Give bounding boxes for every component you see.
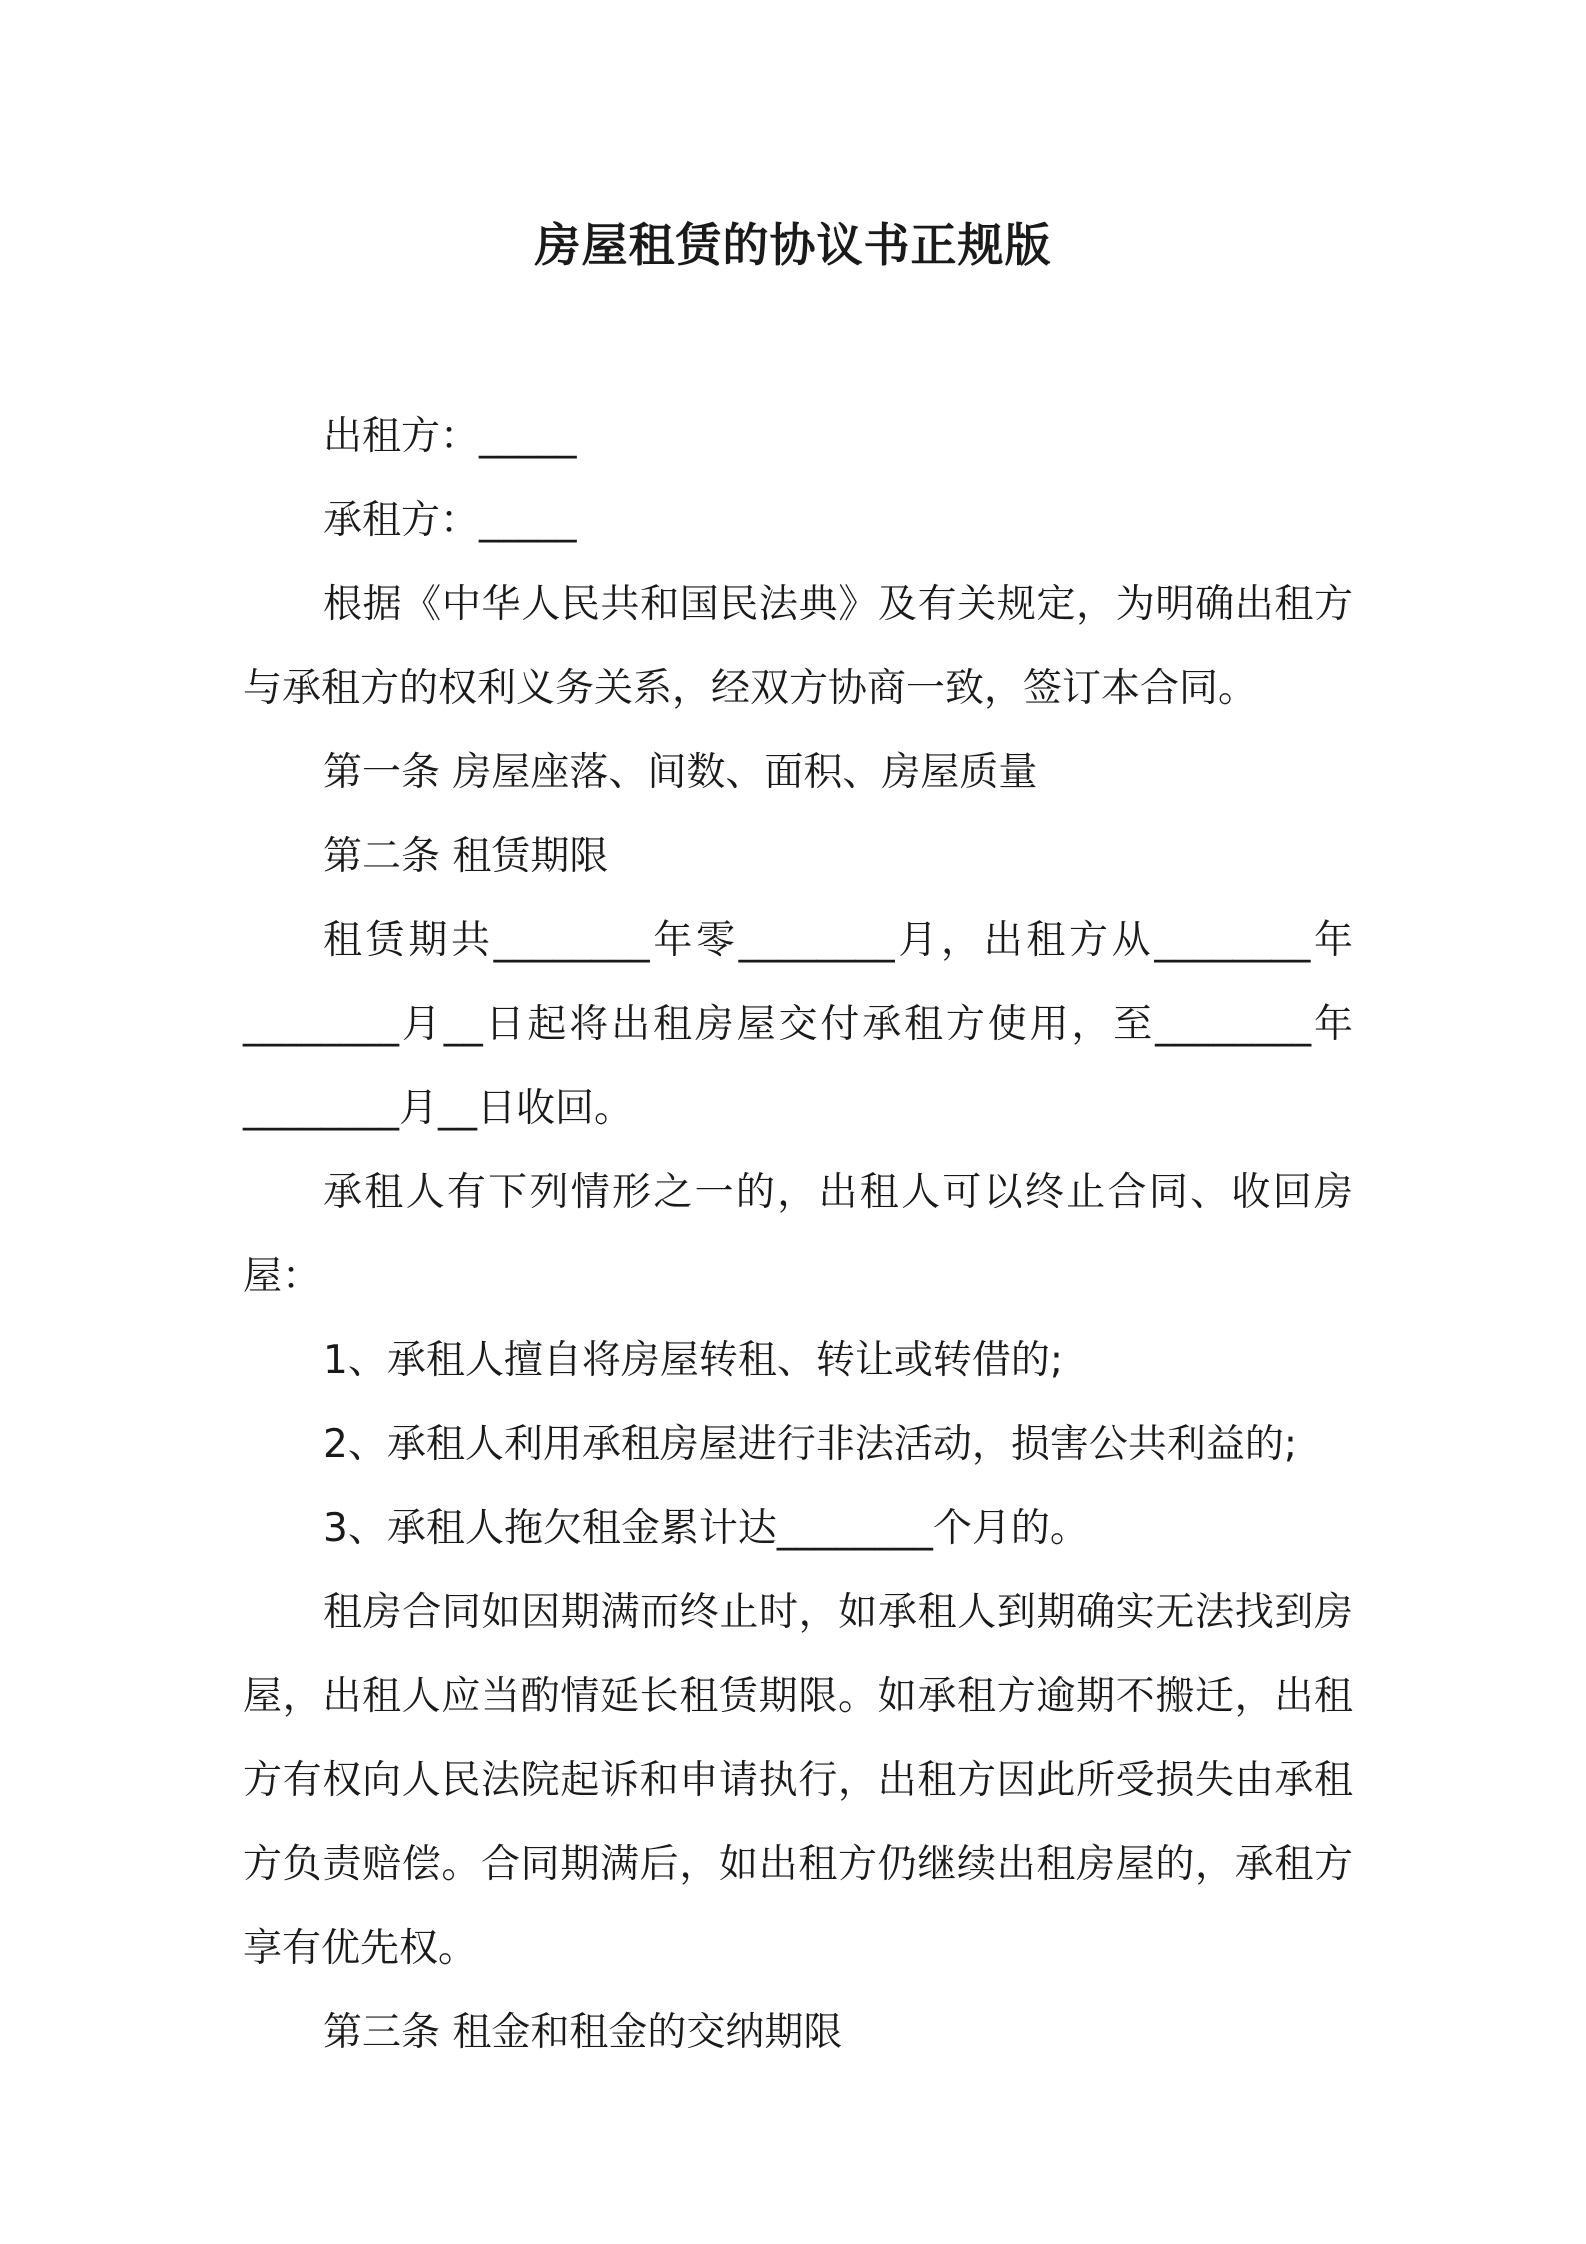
termination-item-2: 2、承租人利用承租房屋进行非法活动，损害公共利益的; — [323, 1422, 1297, 1467]
termination-item-1: 1、承租人擅自将房屋转租、转让或转借的; — [323, 1338, 1063, 1383]
lessee-line: 承租方：_____ — [323, 498, 577, 543]
lessor-line: 出租方：_____ — [323, 414, 577, 459]
article-2-heading: 第二条 租赁期限 — [323, 834, 609, 879]
article-1-heading: 第一条 房屋座落、间数、面积、房屋质量 — [323, 750, 1038, 795]
termination-intro: 承租人有下列情形之一的，出租人可以终止合同、收回房屋： — [243, 1170, 1353, 1299]
expiry-paragraph: 租房合同如因期满而终止时，如承租人到期确实无法找到房屋，出租人应当酌情延长租赁期限。如承租方逾期不搬迁，出租方有权向人民法院起诉和申请执行，出租方因此所受损失由承租方负责赔偿。合同期满后，如出租方仍继续出租房屋的，承租方享有优先权。 — [243, 1590, 1353, 1971]
document-title: 房屋租赁的协议书正规版 — [534, 218, 1052, 272]
termination-item-3: 3、承租人拖欠租金累计达________个月的。 — [323, 1506, 1089, 1551]
lease-term-paragraph: 租赁期共________年零________月，出租方从________年________月__日起将出租房屋交付承租方使用，至________年________月__日收回。 — [243, 918, 1353, 1131]
preamble-paragraph: 根据《中华人民共和国民法典》及有关规定，为明确出租方与承租方的权利义务关系，经双方协商一致，签订本合同。 — [243, 582, 1353, 711]
article-3-heading: 第三条 租金和租金的交纳期限 — [323, 2010, 843, 2055]
document-body — [243, 395, 1353, 2075]
